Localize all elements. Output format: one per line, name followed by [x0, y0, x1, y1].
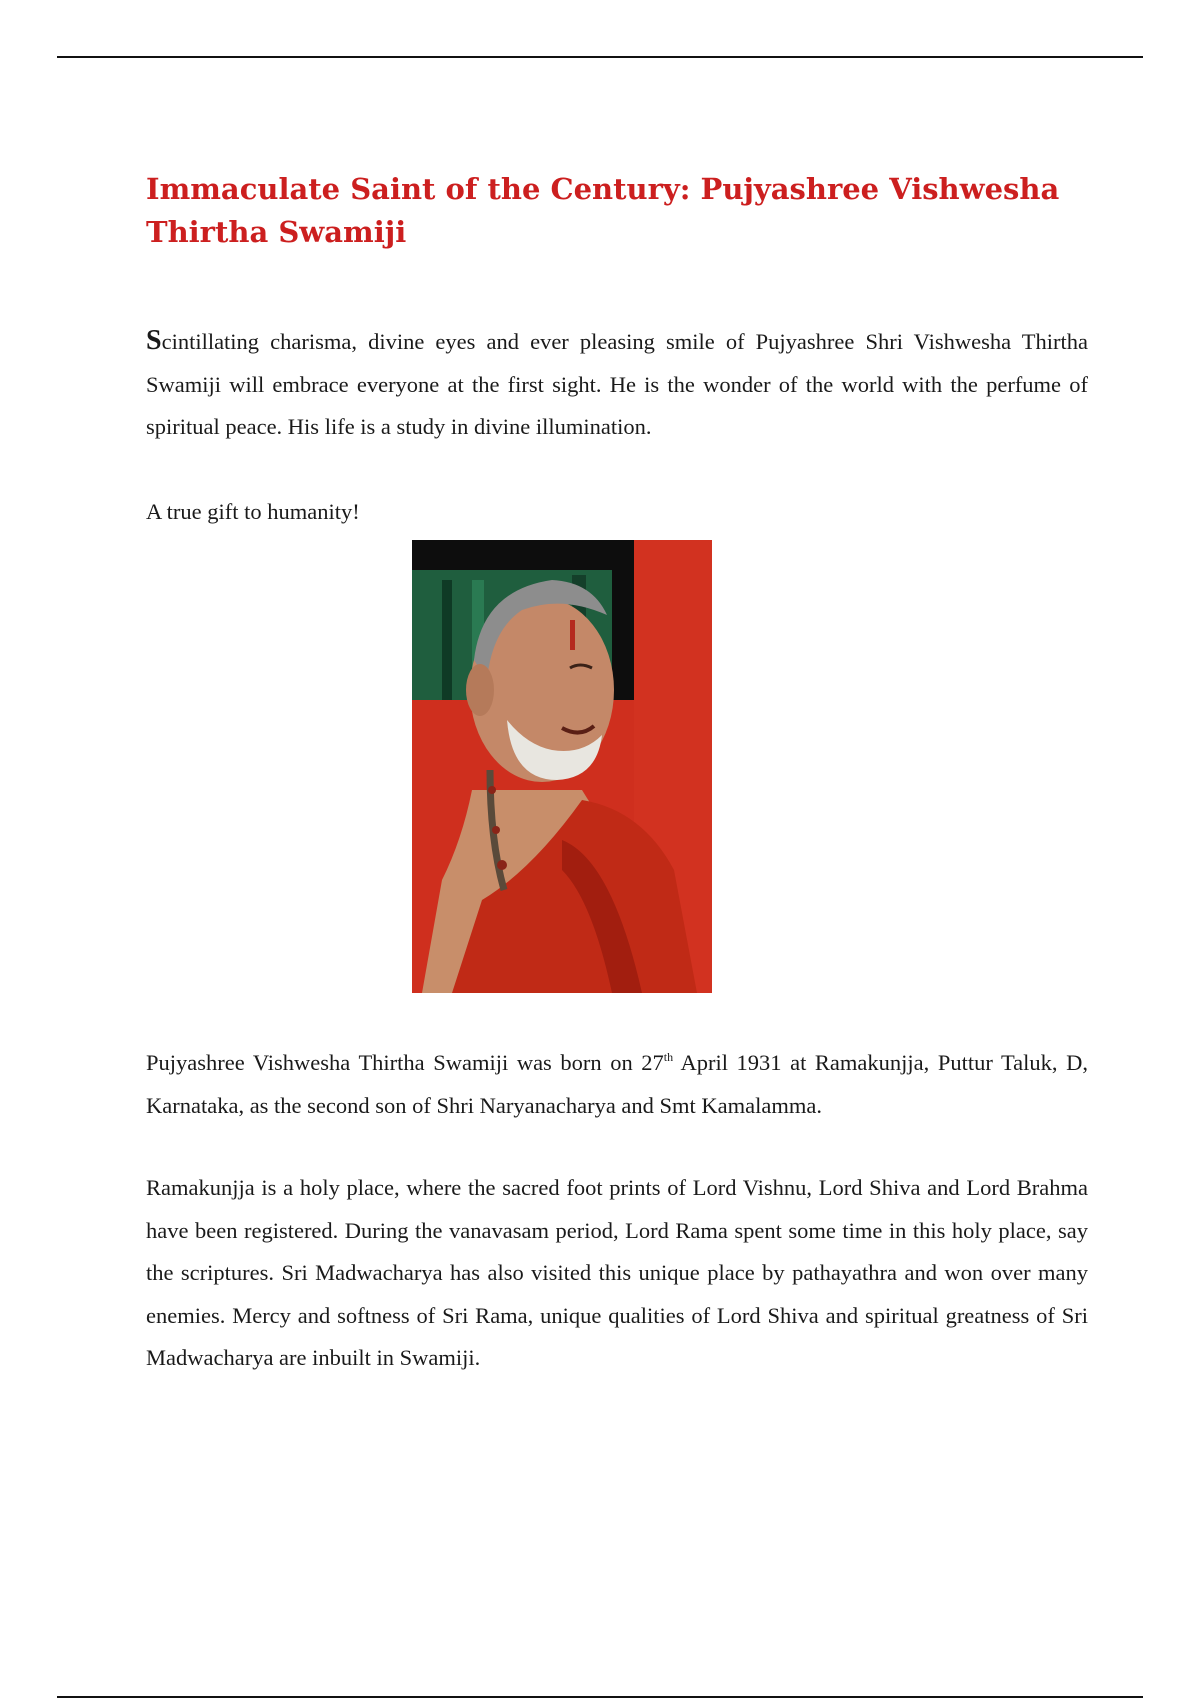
- intro-text: cintillating charisma, divine eyes and ever pleasing smile of Pujyashree Shri Vishwesha Thirtha Swamiji will embrace everyone at the first sight. He is the wonder of the world with the perfume of spiritual peace. His life is a study in divine illumination.: [146, 329, 1088, 439]
- ramakunjja-paragraph: Ramakunjja is a holy place, where the sacred foot prints of Lord Vishnu, Lord Shiva and Lord Brahma have been registered. During the vanavasam period, Lord Rama spent some time in this holy place, say the scriptures. Sri Madwacharya has also visited this unique place by pathayathra and won over many enemies. Mercy and softness of Sri Rama, unique qualities of Lord Shiva and spiritual greatness of Sri Madwacharya are inbuilt in Swamiji.: [146, 1175, 1088, 1370]
- top-rule: [57, 56, 1143, 58]
- drop-cap: S: [146, 325, 162, 356]
- birth-text-end: April 1931 at Ramakunjja, Puttur Taluk, D, Karnataka, as the second son of Shri Naryanacharya and Smt Kamalamma.: [146, 1050, 1088, 1118]
- birth-text-start: Pujyashree Vishwesha Thirtha Swamiji was born on 27: [146, 1050, 664, 1075]
- intro-paragraph: [146, 320, 1088, 449]
- swamiji-portrait-photo: [412, 540, 712, 993]
- bottom-rule: [57, 1696, 1143, 1698]
- gift-paragraph: A true gift to humanity!: [146, 499, 360, 524]
- birth-paragraph: [146, 1042, 1088, 1127]
- page-title: Immaculate Saint of the Century: Pujyashree Vishwesha Thirtha Swamiji: [146, 172, 1060, 249]
- ordinal-superscript: th: [663, 1050, 674, 1064]
